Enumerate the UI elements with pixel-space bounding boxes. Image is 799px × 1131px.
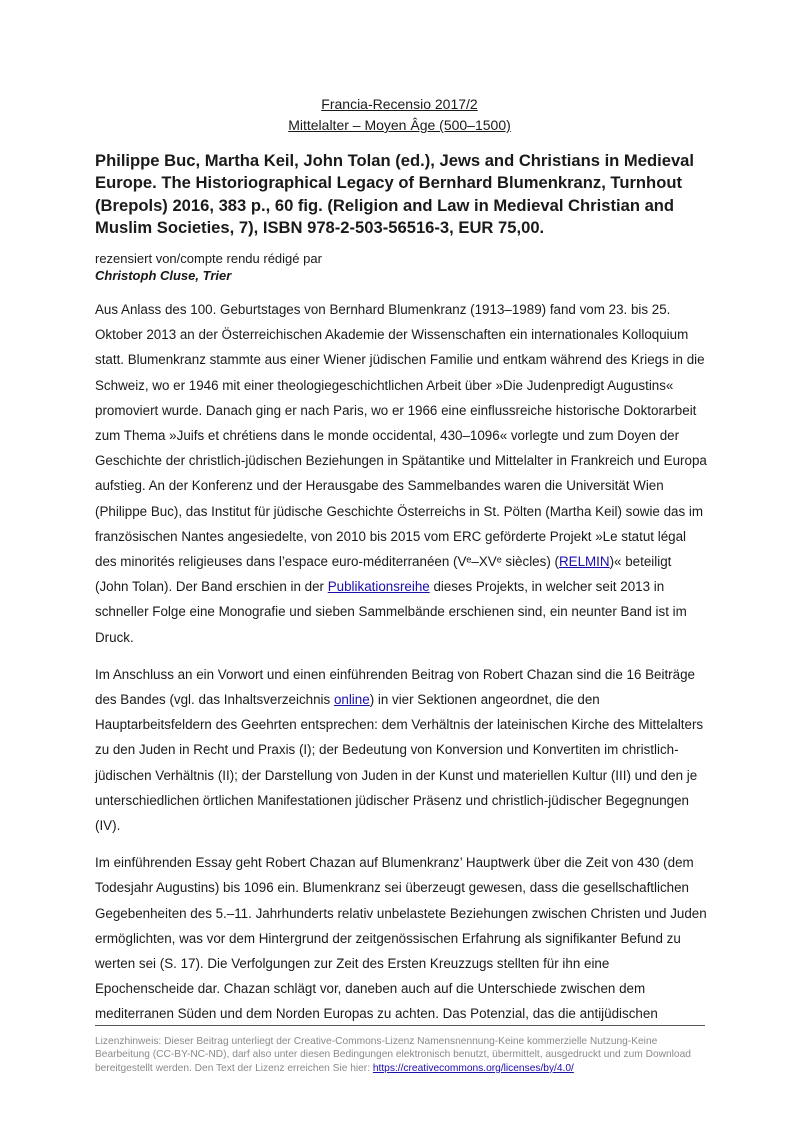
reviewer-block xyxy=(95,250,322,284)
paragraph-1 xyxy=(95,297,707,650)
footer-divider xyxy=(95,1025,705,1026)
relmin-link[interactable]: RELMIN xyxy=(558,554,610,570)
review-title: Philippe Buc, Martha Keil, John Tolan (ed.), Jews and Christians in Medieval Europe. The Historiographical Legacy of Bernhard Blumenkranz, Turnhout (Brepols) 2016, 383 p., 60 fig. (Religion and Law in Medieval Christian and Muslim Societies, 7), ISBN 978-2-503-56516-3, EUR 75,00. xyxy=(95,151,695,238)
online-link[interactable]: online xyxy=(333,692,370,708)
reviewer-label: rezensiert von/compte rendu rédigé par xyxy=(95,251,322,266)
paragraph-1-text-c: dieses Projekts, in welcher seit 2013 in schneller Folge eine Monografie und sieben Sammelbände erschienen sind, ein neunter Band ist im Druck. xyxy=(95,579,687,645)
reviewer-name: Christoph Cluse, Trier xyxy=(95,268,232,283)
document-header xyxy=(0,94,799,136)
paragraph-2 xyxy=(95,662,707,838)
paragraph-2-text-a: Im Anschluss an ein Vorwort und einen einführenden Beitrag von Robert Chazan sind die 16 Beiträge des Bandes (vgl. das Inhaltsverzeichnis xyxy=(95,666,695,708)
section-period: Mittelalter – Moyen Âge (500–1500) xyxy=(288,117,511,133)
paragraph-2-text-b: ) in vier Sektionen angeordnet, die den Hauptarbeitsfeldern des Geehrten entsprechen: dem Verhältnis der lateinischen Kirche des Mittelalters zu den Juden in Recht und Praxis (I); der Bedeutung von Konversion und Konvertiten im christlich-jüdischen Verhältnis (II); der Darstellung von Juden in der Kunst und materiellen Kultur (III) und den je unterschiedlichen örtlichen Manifestationen jüdischer Präsenz und christlich-jüdischer Begegnungen (IV). xyxy=(95,692,704,834)
license-footer xyxy=(95,1035,707,1075)
publikationsreihe-link[interactable]: Publikationsreihe xyxy=(327,579,430,595)
license-text: Lizenzhinweis: Dieser Beitrag unterliegt der Creative-Commons-Lizenz Namensnennung-Keine kommerzielle Nutzung-Keine Bearbeitung (CC-BY-NC-ND), darf also unter diesen Bedingungen elektronisch benutzt, übermittelt, ausgedruckt und zum Download bereitgestellt werden. Den Text der Lizenz erreichen Sie hier: xyxy=(95,1036,691,1074)
license-link[interactable]: https://creativecommons.org/licenses/by/4.0/ xyxy=(372,1062,574,1074)
journal-issue: Francia-Recensio 2017/2 xyxy=(321,96,478,112)
review-body xyxy=(95,297,707,1039)
paragraph-1-text-b: )« beteiligt (John Tolan). Der Band erschien in der xyxy=(95,554,672,595)
paragraph-3: Im einführenden Essay geht Robert Chazan auf Blumenkranz’ Hauptwerk über die Zeit von 430 (dem Todesjahr Augustins) bis 1096 ein. Blumenkranz sei überzeugt gewesen, dass die gesellschaftlichen Gegebenheiten des 5.–11. Jahrhunderts relativ unbelastete Beziehungen zwischen Christen und Juden ermöglichten, was vor dem Hintergrund der zeitgenössischen Erfahrung als signifikanter Befund zu werten sei (S. 17). Die Verfolgungen zur Zeit des Ersten Kreuzzugs stellten für ihn eine Epochenscheide dar. Chazan schlägt vor, daneben auch auf die Unterschiede zwischen dem mediterranen Süden und dem Norden Europas zu achten. Das Potenzial, das die antijüdischen xyxy=(95,855,707,1022)
paragraph-1-text-a: Aus Anlass des 100. Geburtstages von Bernhard Blumenkranz (1913–1989) fand vom 23. bis 25. Oktober 2013 an der Österreichischen Akademie der Wissenschaften ein internationales Kolloquium statt. Blumenkranz stammte aus einer Wiener jüdischen Familie und entkam während des Kriegs in die Schweiz, wo er 1946 mit einer theologiegeschichtlichen Arbeit über »Die Judenpredigt Augustins« promoviert wurde. Danach ging er nach Paris, wo er 1966 eine einflussreiche historische Doktorarbeit zum Thema »Juifs et chrétiens dans le monde occidental, 430–1096« vorlegte und zum Doyen der Geschichte der christlich-jüdischen Beziehungen in Spätantike und Mittelalter in Frankreich und Europa aufstieg. An der Konferenz und der Herausgabe des Sammelbandes waren die Universität Wien (Philippe Buc), das Institut für jüdische Geschichte Österreichs in St. Pölten (Martha Keil) sowie das im französischen Nantes angesiedelte, von 2010 bis 2015 vom ERC geförderte Projekt »Le statut légal des minorités religieuses dans l’espace euro-méditerranéen (Vᵉ–XVᵉ siècles) ( xyxy=(95,302,707,570)
